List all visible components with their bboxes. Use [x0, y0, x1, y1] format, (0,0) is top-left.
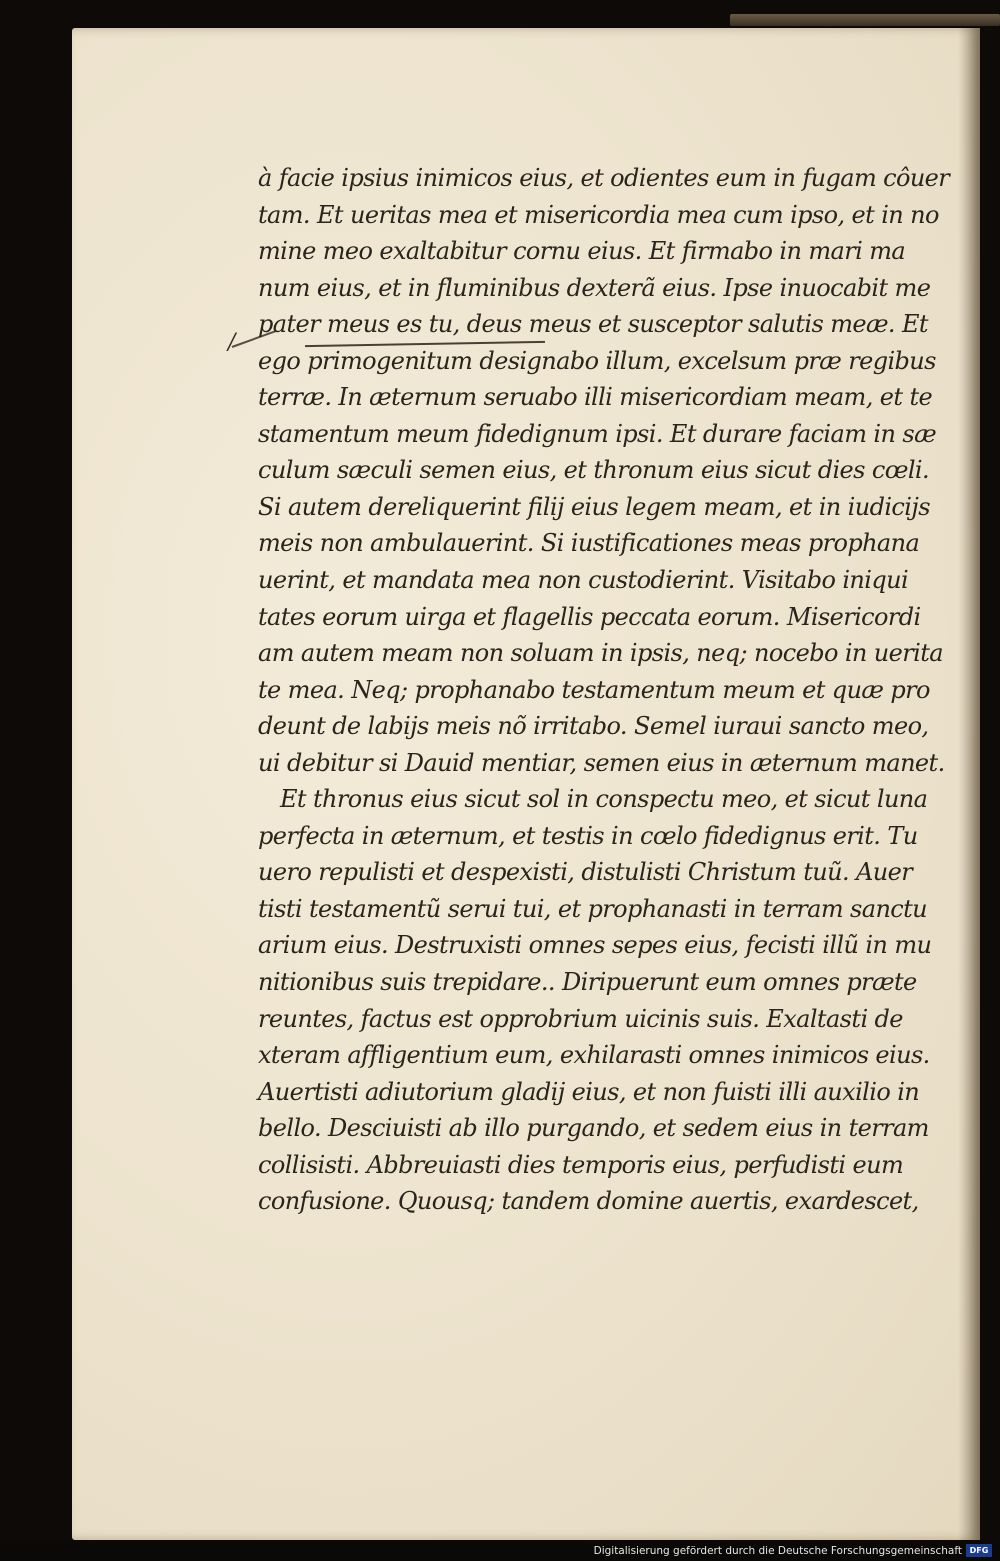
- text-line: num eius, et in fluminibus dexterã eius. Ipse inuocabit me: [258, 273, 931, 302]
- text-line: bello. Desciuisti ab illo purgando, et sedem eius in terram: [258, 1114, 929, 1143]
- text-line: tisti testamentũ serui tui, et prophanasti in terram sanctu: [258, 894, 928, 923]
- page-gutter-shadow: [958, 28, 980, 1540]
- text-line: terræ. In æternum seruabo illi misericordiam meam, et te: [258, 383, 933, 412]
- dfg-logo: DFG: [966, 1544, 992, 1557]
- page-text-block: [258, 160, 950, 1220]
- text-line: uerint, et mandata mea non custodierint. Visitabo iniqui: [258, 566, 909, 595]
- text-line: Si autem dereliquerint filij eius legem meam, et in iudicijs: [258, 492, 930, 521]
- text-line: Auertisti adiutorium gladij eius, et non fuisti illi auxilio in: [258, 1077, 920, 1106]
- marginal-annotation: /: [228, 330, 236, 355]
- text-line: pater meus es tu, deus meus et susceptor salutis meæ. Et: [258, 310, 928, 339]
- text-line: ui debitur si Dauid mentiar, semen eius in æternum manet.: [258, 748, 945, 777]
- text-line: ego primogenitum designabo illum, excelsum præ regibus: [258, 346, 936, 375]
- text-line: tates eorum uirga et flagellis peccata eorum. Misericordi: [258, 602, 921, 631]
- funding-credit: Digitalisierung gefördert durch die Deutsche Forschungsgemeinschaft: [593, 1545, 962, 1557]
- text-line: Et thronus eius sicut sol in conspectu meo, et sicut luna: [280, 785, 928, 814]
- text-line: te mea. Neq; prophanabo testamentum meum et quæ pro: [258, 675, 930, 704]
- text-line: reuntes, factus est opprobrium uicinis suis. Exaltasti de: [258, 1004, 903, 1033]
- text-line: am autem meam non soluam in ipsis, neq; nocebo in uerita: [258, 639, 943, 668]
- text-line: meis non ambulauerint. Si iustificationes meas prophana: [258, 529, 920, 558]
- text-line: collisisti. Abbreuiasti dies temporis eius, perfudisti eum: [258, 1150, 904, 1179]
- binding-board-edge: [730, 14, 1000, 26]
- text-line: mine meo exaltabitur cornu eius. Et firmabo in mari ma: [258, 237, 906, 266]
- text-line: culum sæculi semen eius, et thronum eius sicut dies cœli.: [258, 456, 930, 485]
- text-line: uero repulisti et despexisti, distulisti Christum tuũ. Auer: [258, 858, 913, 887]
- text-line: tam. Et ueritas mea et misericordia mea cum ipso, et in no: [258, 200, 939, 229]
- text-line: nitionibus suis trepidare.. Diripuerunt eum omnes præte: [258, 968, 917, 997]
- text-line: stamentum meum fidedignum ipsi. Et durare faciam in sæ: [258, 419, 937, 448]
- text-line: xteram affligentium eum, exhilarasti omnes inimicos eius.: [258, 1041, 930, 1070]
- text-line: deunt de labijs meis nõ irritabo. Semel iuraui sancto meo,: [258, 712, 929, 741]
- text-line: confusione. Quousq; tandem domine auertis, exardescet,: [258, 1187, 919, 1216]
- text-line: perfecta in æternum, et testis in cœlo fidedignus erit. Tu: [258, 821, 918, 850]
- text-line: arium eius. Destruxisti omnes sepes eius, fecisti illũ in mu: [258, 931, 932, 960]
- text-line: à facie ipsius inimicos eius, et odientes eum in fugam côuer: [258, 164, 950, 192]
